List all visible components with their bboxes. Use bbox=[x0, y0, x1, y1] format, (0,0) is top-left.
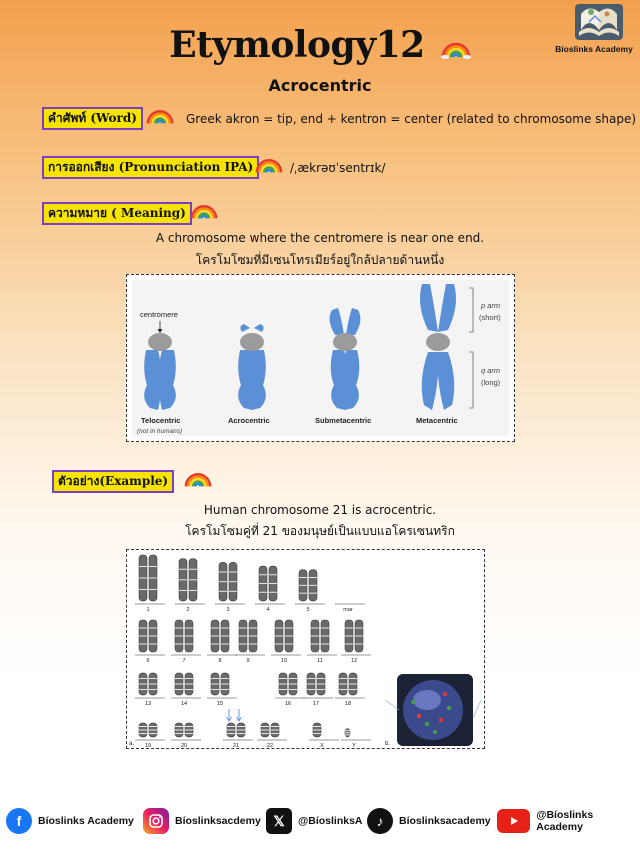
type-label-metacentric: Metacentric bbox=[416, 416, 458, 425]
fish-nucleus-image bbox=[397, 674, 473, 746]
metacentric-chromosome bbox=[420, 284, 456, 410]
q-arm-note: (long) bbox=[481, 378, 501, 387]
x-handle: @BíoslinksA bbox=[298, 815, 363, 827]
title-text: Etymology12 bbox=[169, 24, 425, 66]
chromosome-label-22: 22 bbox=[266, 743, 274, 747]
chromosome-label-9: 9 bbox=[246, 658, 250, 664]
chromosome-diagram bbox=[126, 274, 515, 442]
chromosome-label-19: 19 bbox=[144, 743, 152, 747]
chromosome-label-2: 2 bbox=[186, 607, 190, 613]
centromere-label: centromere bbox=[140, 310, 178, 319]
chromosome-label-3: 3 bbox=[226, 607, 230, 613]
chromosome-label-14: 14 bbox=[180, 701, 188, 707]
acrocentric-chromosome bbox=[238, 324, 266, 410]
chromosome-label-10: 10 bbox=[280, 658, 288, 664]
chromosome-label-4: 4 bbox=[266, 607, 270, 613]
footer-tiktok[interactable] bbox=[367, 806, 491, 836]
page-subtitle: Acrocentric bbox=[268, 76, 372, 95]
footer-youtube[interactable] bbox=[497, 806, 640, 836]
rainbow-icon bbox=[190, 199, 218, 221]
chromosome-label-11: 11 bbox=[317, 658, 323, 664]
chromosome-label-12: 12 bbox=[350, 658, 358, 664]
chromosome-types-figure bbox=[132, 280, 509, 436]
chromosome-label-16: 16 bbox=[284, 701, 292, 707]
example-thai: โครโมโซมคู่ที่ 21 ของมนุษย์เป็นแบบแอโครเซนทริก bbox=[185, 524, 455, 538]
q-arm-label: q arm bbox=[481, 366, 501, 375]
p-arm-note: (short) bbox=[479, 313, 501, 322]
instagram-icon bbox=[143, 808, 169, 834]
instagram-handle: Bíoslinksacdemy bbox=[175, 815, 261, 827]
chromosome-label-5: 5 bbox=[306, 607, 310, 613]
telocentric-chromosome bbox=[144, 333, 176, 410]
chromosome-label-mar: mar bbox=[343, 607, 353, 613]
tiktok-icon: ♪ bbox=[367, 808, 393, 834]
chromosome-label-17: 17 bbox=[312, 701, 320, 707]
youtube-icon bbox=[497, 809, 530, 833]
footer-instagram[interactable] bbox=[143, 806, 261, 836]
rainbow-icon bbox=[146, 104, 174, 126]
chromosome-label-Y: Y bbox=[352, 743, 356, 747]
example-label: ตัวอย่าง(Example) bbox=[52, 470, 174, 493]
rainbow-icon bbox=[255, 153, 283, 175]
karyotype-figure bbox=[126, 549, 485, 749]
chromosome-label-8: 8 bbox=[218, 658, 222, 664]
meaning-english: A chromosome where the centromere is near one end. bbox=[155, 231, 485, 245]
arrow-down-icon bbox=[237, 709, 242, 721]
chromosome-label-13: 13 bbox=[144, 701, 152, 707]
facebook-icon: f bbox=[6, 808, 32, 834]
meaning-thai: โครโมโซมที่มีเซนโทรเมียร์อยู่ใกล้ปลายด้านหนึ่ง bbox=[195, 253, 445, 267]
rainbow-icon bbox=[184, 467, 212, 489]
footer-facebook[interactable] bbox=[6, 806, 134, 836]
chromosome-label-X: X bbox=[320, 743, 324, 747]
x-icon: 𝕏 bbox=[266, 808, 292, 834]
facebook-handle: Bíoslinks Academy bbox=[38, 815, 134, 827]
meaning-label: ความหมาย ( Meaning) bbox=[42, 202, 192, 225]
chromosome-label-15: 15 bbox=[216, 701, 224, 707]
chromosome-label-18: 18 bbox=[344, 701, 352, 707]
ipa-text: /ˌækrəʊˈsentrɪk/ bbox=[290, 161, 386, 175]
page-title bbox=[0, 24, 640, 66]
pronunciation-label: การออกเสียง (Pronunciation IPA) bbox=[42, 156, 259, 179]
chromosome-label-7: 7 bbox=[182, 658, 186, 664]
submetacentric-chromosome bbox=[330, 308, 361, 410]
type-note-telocentric: (not in humans) bbox=[137, 428, 183, 435]
brand-name: Bíoslinks Academy bbox=[555, 44, 633, 54]
tiktok-handle: Bíoslinksacademy bbox=[399, 815, 491, 827]
example-english: Human chromosome 21 is acrocentric. bbox=[203, 503, 437, 517]
book-logo-icon bbox=[571, 2, 627, 44]
word-etymology: Greek akron = tip, end + kentron = center (related to chromosome shape) bbox=[186, 112, 637, 126]
rainbow-icon bbox=[441, 37, 471, 59]
youtube-handle: @Bíoslinks Academy bbox=[536, 809, 594, 833]
type-label-submetacentric: Submetacentric bbox=[315, 416, 372, 425]
p-arm-label: p arm bbox=[481, 301, 501, 310]
panel-b-label: b. bbox=[385, 741, 391, 747]
panel-a-label: a. bbox=[129, 741, 135, 747]
karyotype-image bbox=[127, 550, 483, 747]
type-label-telocentric: Telocentric bbox=[141, 416, 181, 425]
word-label: คำศัพท์ (Word) bbox=[42, 107, 143, 130]
chromosome-label-20: 20 bbox=[180, 743, 188, 747]
footer-x[interactable] bbox=[266, 806, 363, 836]
chromosome-label-6: 6 bbox=[146, 658, 150, 664]
chromosome-label-1: 1 bbox=[146, 607, 150, 613]
chromosome-label-21: 21 bbox=[232, 743, 240, 747]
type-label-acrocentric: Acrocentric bbox=[228, 416, 270, 425]
arrow-down-icon bbox=[227, 709, 232, 721]
